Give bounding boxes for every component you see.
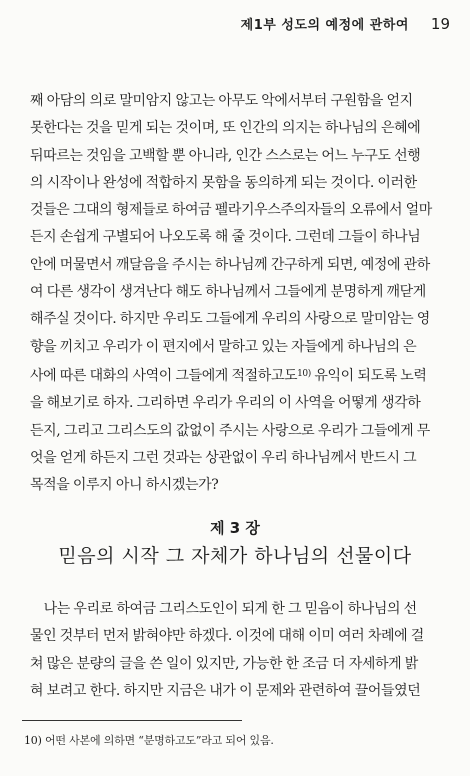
text-line: 해주실 것이다. 하지만 우리도 그들에게 우리의 사랑으로 말미암는 영 (30, 311, 430, 328)
text-line: 안에 머물면서 깨달음을 주시는 하나님께 간구하게 되면, 예정에 관하 (30, 256, 430, 273)
text-line: 든지 손쉽게 구별되어 나오도록 해 줄 것이다. 그런데 그들이 하나님 (30, 229, 421, 246)
footnote-marker: 10) (297, 368, 311, 379)
text-line: 나는 우리로 하여금 그리스도인이 되게 한 그 믿음이 하나님의 선 (30, 601, 417, 617)
footnote-rule (22, 720, 242, 721)
footnote: 10) 어떤 사본에 의하면 “분명하고도”라고 되어 있음. (24, 734, 274, 747)
text-line: 여 다른 생각이 생겨난다 해도 하나님께서 그들에게 분명하게 깨닫게 (30, 284, 426, 301)
text-line: 엇을 얻게 하든지 그런 것과는 상관없이 우리 하나님께서 반드시 그 (30, 449, 417, 466)
page-number: 19 (430, 15, 450, 33)
text-line: 목적을 이루지 아니 하시겠는가? (30, 477, 219, 494)
body-paragraph (30, 88, 440, 499)
text-segment: 사에 따른 대화의 사역이 그들에게 적절하고도 (30, 367, 298, 384)
chapter-number: 제 3 장 (210, 519, 260, 537)
body-paragraph (30, 596, 440, 705)
text-line: 쳐 많은 분량의 글을 쓴 일이 있지만, 가능한 한 조금 더 자세하게 밝 (30, 655, 418, 672)
text-line: 것들은 그대의 형제들로 하여금 펠라기우스주의자들의 오류에서 얼마 (30, 202, 432, 219)
running-head (241, 14, 450, 33)
text-line: 든지, 그리고 그리스도의 값없이 주시는 사랑으로 우리가 그들에게 무 (30, 422, 430, 439)
running-title: 제1부 성도의 예정에 관하여 (240, 18, 409, 33)
text-line: 물인 것부터 먼저 밝혀야만 하겠다. 이것에 대해 이미 여러 차례에 걸 (30, 628, 424, 645)
text-segment: 유익이 되도록 노력 (310, 367, 427, 384)
text-line: 을 해보기로 하자. 그리하면 우리가 우리의 이 사역을 어떻게 생각하 (30, 395, 421, 412)
text-line: 못한다는 것을 믿게 되는 것이며, 또 인간의 의지는 하나님의 은혜에 (30, 120, 421, 137)
text-line: 혀 보려고 한다. 하지만 지금은 내가 이 문제와 관련하여 끌어들였던 (30, 682, 421, 699)
text-line-with-note (30, 361, 440, 390)
text-line: 의 시작이나 완성에 적합하지 못함을 동의하게 되는 것이다. 이러한 (30, 174, 417, 191)
text-line: 뒤따르는 것임을 고백할 뿐 아니라, 인간 스스로는 어느 누구도 선행 (30, 147, 421, 164)
chapter-title: 믿음의 시작 그 자체가 하나님의 선물이다 (58, 545, 412, 567)
text-line: 향을 끼치고 우리가 이 편지에서 말하고 있는 자들에게 하나님의 은 (30, 338, 417, 355)
text-line: 째 아담의 의로 말미암지 않고는 아무도 악에서부터 구원함을 얻지 (30, 93, 413, 109)
